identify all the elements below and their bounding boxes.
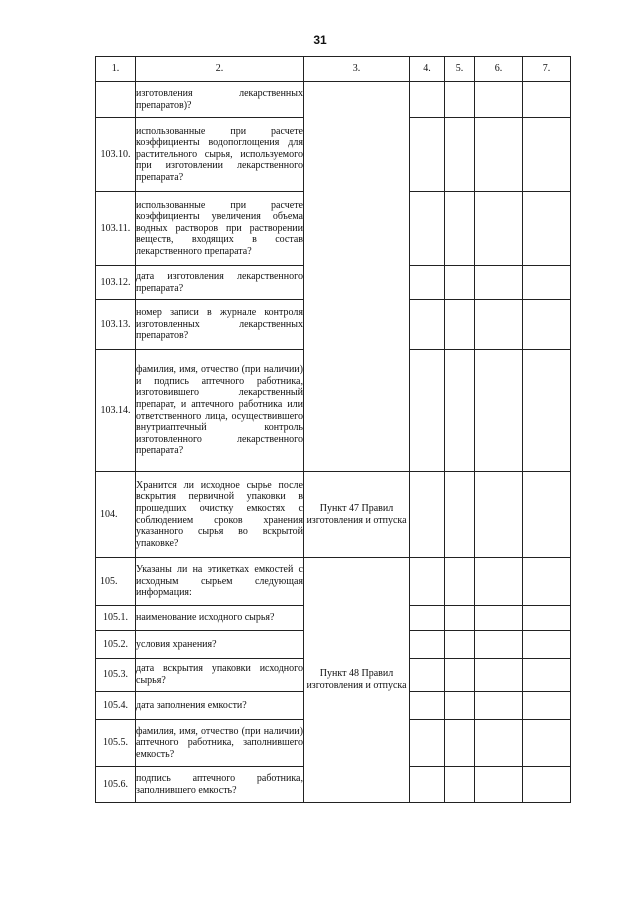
answer-cell bbox=[410, 350, 445, 472]
col-header: 3. bbox=[304, 57, 410, 82]
answer-cell bbox=[523, 659, 571, 692]
table-row bbox=[96, 82, 571, 118]
answer-cell bbox=[475, 192, 523, 266]
item-number: 105. bbox=[96, 558, 136, 606]
item-number: 104. bbox=[96, 472, 136, 558]
item-number: 105.1. bbox=[96, 606, 136, 631]
answer-cell bbox=[523, 767, 571, 803]
answer-cell bbox=[523, 118, 571, 192]
answer-cell bbox=[445, 82, 475, 118]
answer-cell bbox=[445, 692, 475, 720]
answer-cell bbox=[445, 350, 475, 472]
answer-cell bbox=[445, 300, 475, 350]
item-number: 103.10. bbox=[96, 118, 136, 192]
answer-cell bbox=[410, 472, 445, 558]
answer-cell bbox=[445, 631, 475, 659]
answer-cell bbox=[475, 350, 523, 472]
item-question: изготовления лекарственных препаратов)? bbox=[136, 82, 304, 118]
item-question: подпись аптечного работника, заполнившего емкость? bbox=[136, 767, 304, 803]
col-header: 4. bbox=[410, 57, 445, 82]
answer-cell bbox=[410, 118, 445, 192]
item-question: условия хранения? bbox=[136, 631, 304, 659]
header-row bbox=[96, 57, 571, 82]
requirement-cell bbox=[304, 82, 410, 472]
answer-cell bbox=[475, 82, 523, 118]
answer-cell bbox=[475, 118, 523, 192]
table-row bbox=[96, 472, 571, 558]
answer-cell bbox=[523, 606, 571, 631]
answer-cell bbox=[410, 192, 445, 266]
col-header: 2. bbox=[136, 57, 304, 82]
requirement-reference: Пункт 48 Правил изготовления и отпуска bbox=[304, 558, 410, 803]
item-question: Хранится ли исходное сырье после вскрытия первичной упаковки в прошедших очистку емкостях с соблюдением сроков хранения указанного сырья во вскрытой упаковке? bbox=[136, 472, 304, 558]
answer-cell bbox=[410, 692, 445, 720]
item-question: дата заполнения емкости? bbox=[136, 692, 304, 720]
answer-cell bbox=[523, 720, 571, 767]
page-number: 31 bbox=[313, 33, 327, 47]
answer-cell bbox=[523, 192, 571, 266]
item-question: дата изготовления лекарственного препарата? bbox=[136, 266, 304, 300]
col-header: 5. bbox=[445, 57, 475, 82]
item-number: 103.12. bbox=[96, 266, 136, 300]
answer-cell bbox=[523, 266, 571, 300]
answer-cell bbox=[410, 558, 445, 606]
answer-cell bbox=[445, 472, 475, 558]
answer-cell bbox=[523, 350, 571, 472]
answer-cell bbox=[445, 767, 475, 803]
answer-cell bbox=[523, 631, 571, 659]
item-question: использованные при расчете коэффициенты увеличения объема водных растворов при растворении веществ, входящих в состав лекарственного препарата? bbox=[136, 192, 304, 266]
answer-cell bbox=[523, 472, 571, 558]
answer-cell bbox=[523, 558, 571, 606]
answer-cell bbox=[445, 606, 475, 631]
answer-cell bbox=[523, 300, 571, 350]
checklist-table bbox=[95, 56, 571, 803]
answer-cell bbox=[445, 720, 475, 767]
col-header: 6. bbox=[475, 57, 523, 82]
item-number: 103.14. bbox=[96, 350, 136, 472]
answer-cell bbox=[410, 659, 445, 692]
answer-cell bbox=[410, 82, 445, 118]
item-number: 103.13. bbox=[96, 300, 136, 350]
item-question: использованные при расчете коэффициенты водопоглощения для растительного сырья, используемого при изготовлении лекарственного препарата? bbox=[136, 118, 304, 192]
item-number: 103.11. bbox=[96, 192, 136, 266]
answer-cell bbox=[410, 266, 445, 300]
item-question: фамилия, имя, отчество (при наличии) аптечного работника, заполнившего емкость? bbox=[136, 720, 304, 767]
item-question: номер записи в журнале контроля изготовленных лекарственных препаратов? bbox=[136, 300, 304, 350]
item-question: фамилия, имя, отчество (при наличии) и подпись аптечного работника, изготовившего лекарственный препарат, и аптечного работника или ответственного лица, осуществившего внутриаптечный контроль изготовленного лекарственного препарата? bbox=[136, 350, 304, 472]
answer-cell bbox=[445, 118, 475, 192]
answer-cell bbox=[475, 767, 523, 803]
item-number bbox=[96, 82, 136, 118]
requirement-reference: Пункт 47 Правил изготовления и отпуска bbox=[304, 472, 410, 558]
item-question: наименование исходного сырья? bbox=[136, 606, 304, 631]
col-header: 7. bbox=[523, 57, 571, 82]
answer-cell bbox=[445, 192, 475, 266]
answer-cell bbox=[475, 659, 523, 692]
answer-cell bbox=[445, 266, 475, 300]
answer-cell bbox=[523, 692, 571, 720]
answer-cell bbox=[410, 300, 445, 350]
answer-cell bbox=[523, 82, 571, 118]
answer-cell bbox=[410, 720, 445, 767]
answer-cell bbox=[475, 472, 523, 558]
table-row bbox=[96, 558, 571, 606]
answer-cell bbox=[475, 558, 523, 606]
answer-cell bbox=[410, 767, 445, 803]
answer-cell bbox=[475, 720, 523, 767]
answer-cell bbox=[410, 631, 445, 659]
item-number: 105.2. bbox=[96, 631, 136, 659]
item-question: Указаны ли на этикетках емкостей с исходным сырьем следующая информация: bbox=[136, 558, 304, 606]
answer-cell bbox=[475, 631, 523, 659]
item-number: 105.5. bbox=[96, 720, 136, 767]
item-number: 105.6. bbox=[96, 767, 136, 803]
answer-cell bbox=[445, 558, 475, 606]
answer-cell bbox=[410, 606, 445, 631]
answer-cell bbox=[475, 692, 523, 720]
item-number: 105.4. bbox=[96, 692, 136, 720]
answer-cell bbox=[445, 659, 475, 692]
col-header: 1. bbox=[96, 57, 136, 82]
answer-cell bbox=[475, 300, 523, 350]
answer-cell bbox=[475, 606, 523, 631]
item-number: 105.3. bbox=[96, 659, 136, 692]
item-question: дата вскрытия упаковки исходного сырья? bbox=[136, 659, 304, 692]
answer-cell bbox=[475, 266, 523, 300]
